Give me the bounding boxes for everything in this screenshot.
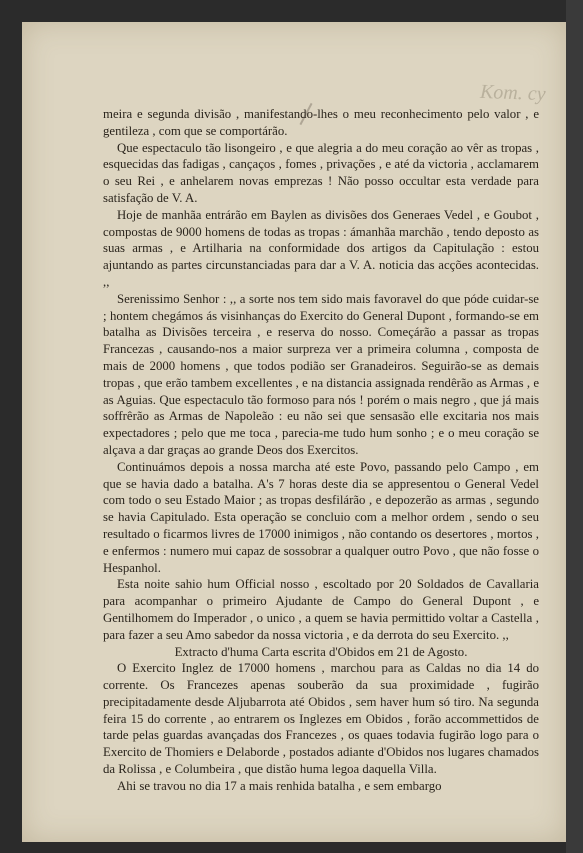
- document-body: [103, 106, 539, 795]
- paragraph-5: Continuámos depois a nossa marcha até este Povo, passando pelo Campo , em que se havia dado a batalha. A's 7 horas deste dia se appresentou o General Vedel com todo o seu Estado Maior ; as tropas desfilárão , e depozerão as armas , segundo se havia Capitulado. Esta operação se concluio com a melhor ordem , sendo o seu resultado o ficarmos livres de 17000 inimigos , não contando os desertores , mortos , e enfermos : numero mui capaz de sossobrar a qualquer outro Povo , que não fosse o Hespanhol.: [103, 459, 539, 575]
- paragraph-7: O Exercito Inglez de 17000 homens , marchou para as Caldas no dia 14 do corrente. Os Francezes apenas souberão da sua proximidade , fugirão precipitadamente desde Aljubarrota até Obidos , sem haver hum só tiro. Na segunda feira 15 do corrente , ao entrarem os Inglezes em Obidos , forão accommettidos de tarde pelas guardas avançadas dos Francezes , os quaes todavia fugirão logo para o Exercito de Thomiers e Delaborde , postados adiante d'Obidos nos lugares chamados da Rolissa , e Columbeira , que distão huma legoa daquella Villa.: [103, 661, 539, 777]
- letter-heading: Extracto d'huma Carta escrita d'Obidos em 21 de Agosto.: [174, 644, 468, 659]
- paragraph-1: meira e segunda divisão , manifestando-lhes o meu reconhecimento pelo valor , e gentileza , com que se comportárão.: [103, 107, 539, 138]
- paragraph-8: Ahi se travou no dia 17 a mais renhida batalha , e sem embargo: [117, 778, 442, 793]
- bleed-through-text: Kom. cy: [480, 80, 547, 106]
- scan-border: [566, 0, 583, 853]
- paragraph-4: Serenissimo Senhor : ,, a sorte nos tem sido mais favoravel do que póde cuidar-se ; hontem chegámos ás visinhanças do Exercito do General Dupont , formando-se em batalha as Divisões terceira , e reserva do nosso. Começárão a passar as tropas Francezas , causando-nos a maior surpreza ver a primeira columna , composta de mais de 2000 homens , que todos podião ser Granadeiros. Seguirão-se as demais tropas , que erão tambem excellentes , e na distancia assignada rendêrão as Armas , e as Aguias. Que espectaculo tão formoso para nós ! porém o mais negro , que já mais soffrêrão as Armas de Napoleão : eu não sei que sensasão elle excitaria nos mais expectadores ; pelo que me toca , parecia-me tudo hum sonho ; e o meu coração se alçava a dar graças ao grande Deos dos Exercitos.: [103, 291, 539, 457]
- paragraph-2: Que espectaculo tão lisongeiro , e que alegria a do meu coração ao vêr as tropas , esquecidas das fadigas , cançaços , fomes , privações , e até da victoria , acclamarem o seu Rei , e anhelarem novas emprezas ! Não posso occultar esta verdade para satisfação de V. A.: [103, 140, 539, 205]
- paragraph-6: Esta noite sahio hum Official nosso , escoltado por 20 Soldados de Cavallaria para acompanhar o primeiro Ajudante de Campo do General Dupont , e Gentilhomem do Imperador , o unico , a quem se havia permittido voltar a Castella , para fazer a seu Amo sabedor da nossa victoria , e da derrota do seu Exercito. ,,: [103, 577, 539, 642]
- paragraph-3: Hoje de manhãa entrárão em Baylen as divisões dos Generaes Vedel , e Goubot , compostas de 9000 homens de todas as tropas : ámanhãa marchão , tendo deposto as suas armas , e Artilharia na conformidade dos artigos da Capitulação : estou ajuntando as partes circunstanciadas para dar a V. A. noticia das acções acontecidas. ,,: [103, 207, 539, 289]
